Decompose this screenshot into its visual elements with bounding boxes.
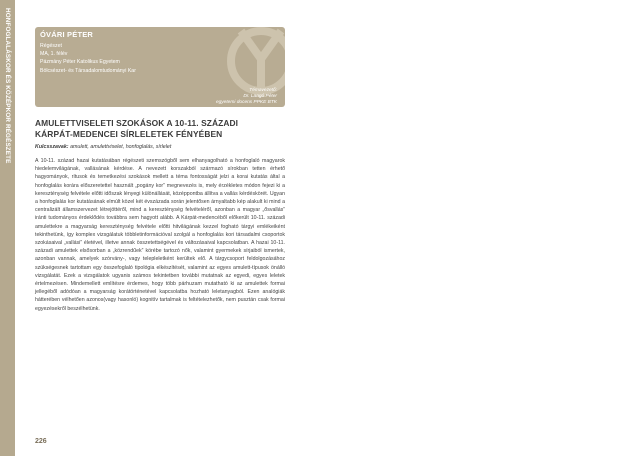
supervisor-label: Témavezető: (249, 88, 277, 93)
keywords (35, 144, 171, 150)
author-box (35, 27, 285, 107)
supervisor-title: egyetemi docens PPKE BTK (215, 100, 277, 106)
keywords-text: amulett, amulettviselet, honfoglalás, sírlelet (70, 144, 172, 150)
abstract-text: A 10-11. század hazai kutatásában régészeti szemszögből sem elhanyagolható a honfoglaló magyarok hiedelemvilágának, vallásának kérdése. A nevezett korszakból származó sírokban tetten érhető hagyományok, rítusok és temetkezési szokások mellett a téma fontosságát jelzi a korai kutatás által a honfoglalás korára előszeretettel használt „pogány kor” megnevezés is, mely érzékletes módon fejezi ki a kereszténység felvétele előtti időszak lényegi különállását, középpontba állítva a vallás kérdéskörét. Ugyan a honfoglalás kor kutatásának elmúlt közel két évszázada során jelentősen árnyaltabb kép alakult ki mind a centralizált államszervezet létrejöttéről, mind a kereszténység felvételéről, azonban a magyar „ősvallás” iránti tudományos érdeklődés továbbra sem hagyott alább. A Kárpát-medencéből előkerült 10-11. századi amulettekre a magyarság kereszténység felvétele előtti hitvilágának kezzel fogható tárgyi emlékeiként tekinthetünk, így komplex vizsgálatuk többletinformációval szolgál a honfoglalás kori társadalmi csoportok szokásaival „vallási” életével, illetve annak összetettségével és változásaival kapcsolatban. A hazai 10-11. századi amulettek elsősorban a „közrendűek” körébe tartozó nők, valamint gyermekek sírjaiból ismertek, azonban vannak, amelyek szórvány-, vagy telepleletként kerültek elő. A tárgycsoport feldolgozásához szükségesnek tartottam egy összefoglaló tipológia elkészítését, valamint az egyes amulett-típusok önálló vizsgálatát. Ezek a vizsgálatok ugyanis számos tekintetben további mutatnak az egyedi, egyes leletek értelmezésen. Mindemellett említésre érdemes, hogy több párhuzam mutatható ki az amulettek formai jellegéből adódóan a magyarság korátörténetével kapcsolatba hozható leletanyagból. Ezen analógiák hátterében vélhetően azonos(vagy hasonló) kognitív tartalmak is feltételezhetők, nem pusztán csak formai egyezésekről beszélhetünk. (35, 158, 285, 312)
supervisor-block (216, 88, 277, 107)
keywords-label: Kulcsszavak: (35, 144, 69, 150)
page-number: 226 (35, 438, 47, 445)
article-title-line-2: KÁRPÁT-MEDENCEI SÍRLELETEK FÉNYÉBEN (35, 128, 223, 139)
section-sidebar (0, 0, 15, 456)
supervisor-name: Dr. Langó Péter (243, 94, 277, 100)
article-title-line-1: AMULETTVISELETI SZOKÁSOK A 10-11. SZÁZADI (35, 118, 239, 128)
author-faculty: Bölcsészet- és Társadalomtudományi Kar (40, 67, 136, 74)
author-info (40, 42, 136, 75)
article-title (35, 118, 295, 139)
author-field: Régészet (40, 43, 62, 49)
author-university: Pázmány Péter Katolikus Egyetem (40, 59, 120, 66)
author-name: ÓVÁRI PÉTER (40, 30, 94, 39)
author-level: MA, 1. félév (40, 51, 68, 58)
section-label: HONFOGLALÁSKOR ÉS KÖZÉPKOR RÉGÉSZETE (4, 8, 11, 164)
